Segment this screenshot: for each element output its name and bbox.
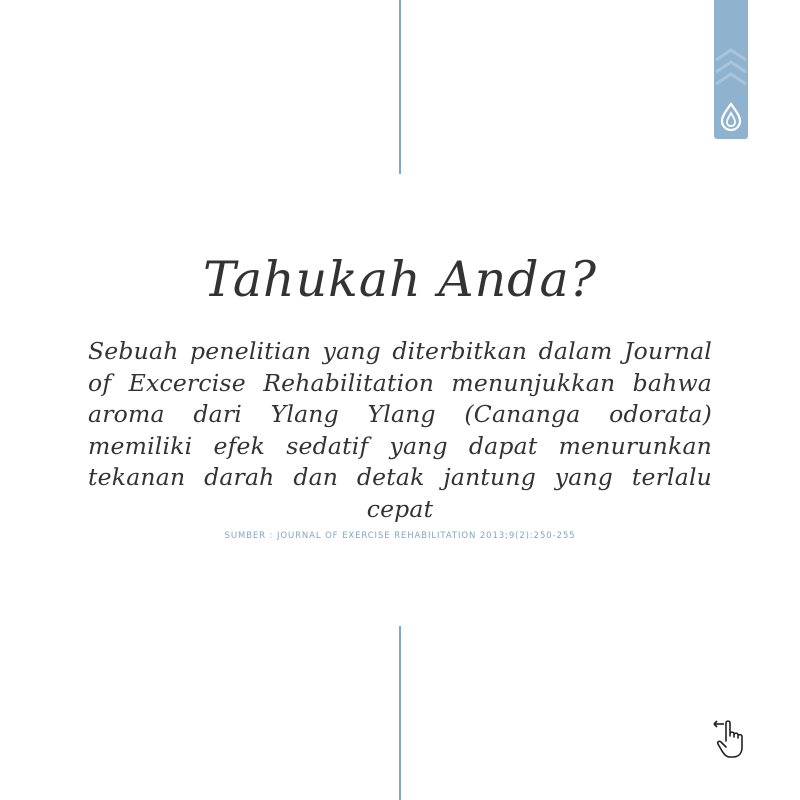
top-divider-line: [399, 0, 401, 174]
drop-logo-icon: [714, 0, 748, 139]
page-title: Tahukah Anda?: [202, 251, 598, 308]
source-citation: SUMBER : JOURNAL OF EXERCISE REHABILITATION 2013;9(2):250-255: [224, 531, 576, 541]
brand-tab: [714, 0, 748, 139]
swipe-hand-icon[interactable]: [712, 716, 752, 760]
bottom-divider-line: [399, 626, 401, 800]
body-paragraph: Sebuah penelitian yang diterbitkan dalam Journal of Excercise Rehabilitation menunjukkan bahwa aroma dari Ylang Ylang (Cananga odorata) memiliki efek sedatif yang dapat menurunkan tekanan darah dan detak jantung yang terlalu cepat: [88, 337, 712, 523]
